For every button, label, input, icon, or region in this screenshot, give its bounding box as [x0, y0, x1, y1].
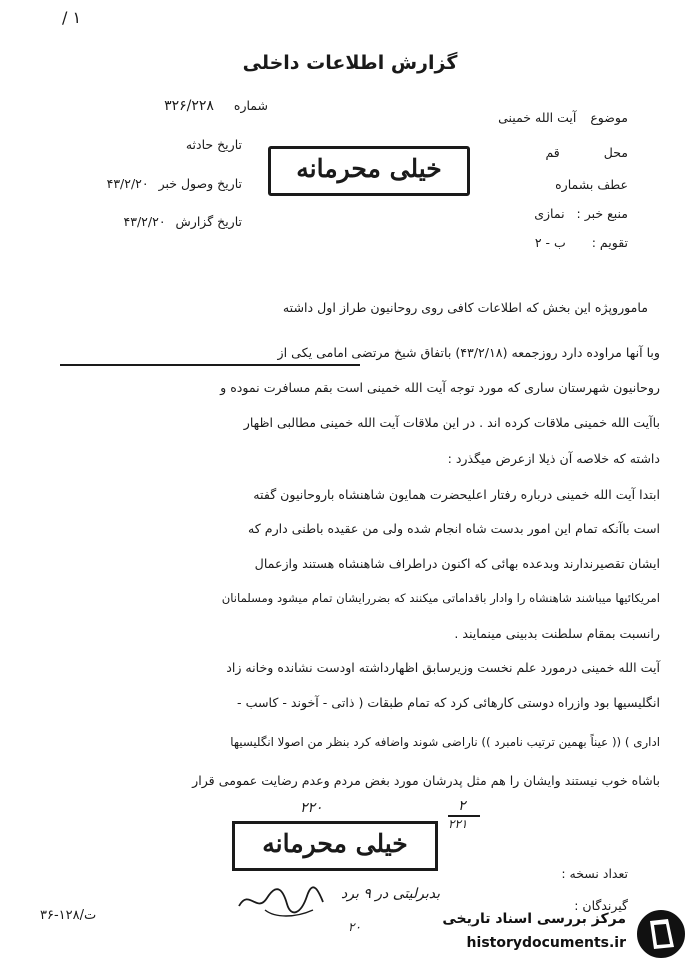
- location-value: قم: [545, 145, 560, 160]
- body-line: انگلیسیها بود وازراه دوستی کارهائی کرد که تمام طبقات ( ذاتی - آخوند - کاسب -: [237, 695, 660, 710]
- reference-field: [428, 177, 628, 192]
- top-classification-stamp: خیلی محرمانه: [268, 146, 470, 196]
- receipt-date-value: ۴۳/۲/۲۰: [106, 176, 149, 191]
- source-value: نمازی: [534, 206, 565, 221]
- location-label: محل: [603, 145, 628, 160]
- body-line: آیت الله خمینی درمورد علم نخست وزیرسابق اظهارداشته اودست نشانده وخانه زاد: [226, 660, 660, 675]
- incident-date-field: [88, 137, 242, 152]
- handwritten-fraction-top: ۲: [458, 798, 466, 814]
- reference-label: عطف بشماره: [555, 177, 628, 192]
- body-line: داشته که خلاصه آن ذیلا ازعرض میگذرد :: [447, 451, 660, 466]
- watermark-text-fa: مرکز بررسی اسناد تاریخی: [442, 911, 626, 927]
- bottom-classification-stamp: خیلی محرمانه: [232, 821, 438, 871]
- number-label: شماره: [233, 98, 268, 113]
- rating-label: تقویم :: [591, 235, 628, 250]
- body-line: ماموروپژه این بخش که اطلاعات کافی روی روحانیون طراز اول داشته: [282, 300, 648, 315]
- handwritten-number: ۲۲۰: [300, 800, 323, 816]
- report-date-value: ۴۳/۲/۲۰: [123, 214, 166, 229]
- copies-field: [468, 866, 628, 881]
- recipients-label: گیرندگان :: [574, 898, 628, 913]
- handwritten-note: بدبرلیتی در ۹ برد: [341, 886, 440, 902]
- body-line: روحانیون شهرستان ساری که مورد توجه آیت الله خمینی است بقم مسافرت نموده و: [220, 380, 660, 395]
- body-line: است باآنکه تمام این امور بدست شاه انجام شده ولی من عقیده باطنی دارم که: [248, 521, 660, 536]
- body-line: امریکائیها میباشند شاهنشاه را وادار باقداماتی میکنند که بضررایشان تمام میشود ومسلمانان: [221, 591, 660, 605]
- subject-label: موضوع: [590, 110, 628, 125]
- receipt-date-field: [66, 176, 242, 191]
- body-line: ابتدا آیت الله خمینی درباره رفتار اعلیحضرت همایون شاهنشاه باروحانیون گفته: [253, 487, 660, 502]
- archive-logo-icon: [634, 907, 688, 961]
- report-date-field: [70, 214, 242, 229]
- body-line: باآیت الله خمینی ملاقات کرده اند . در این ملاقات آیت الله خمینی مطالبی اظهار: [243, 415, 660, 430]
- underline-mark: [60, 364, 360, 366]
- body-line: رانسبت بمقام سلطنت بدبینی مینمایند .: [454, 626, 660, 641]
- body-line: باشاه خوب نیستند وایشان را هم مثل پدرشان مورد بغض مردم وعدم رضایت عمومی قرار: [192, 773, 660, 788]
- source-label: منبع خبر :: [576, 206, 628, 221]
- incident-date-label: تاریخ حادثه: [185, 137, 242, 152]
- signature-scribble: [235, 884, 327, 920]
- handwritten-fraction-bottom: ۲۲۱: [448, 817, 468, 831]
- receipt-date-label: تاریخ وصول خبر: [158, 176, 242, 191]
- rating-value: ب - ۲: [534, 235, 566, 250]
- source-field: [428, 206, 628, 221]
- document-title: گزارش اطلاعات داخلی: [242, 52, 458, 74]
- body-line: ایشان تقصیرندارند وبدعده بهائی که اکنون دراطراف شاهنشاه هستند وازعمال: [254, 556, 660, 571]
- copies-label: تعداد نسخه :: [561, 866, 628, 881]
- corner-page-mark: ۱ /: [62, 8, 82, 27]
- number-field: [88, 98, 268, 114]
- body-line: وبا آنها مراوده دارد روزجمعه (۴۳/۲/۱۸) باتفاق شیخ مرتضی امامی یکی از: [277, 345, 660, 360]
- rating-field: [428, 235, 628, 250]
- handwritten-sub-number: ۲۰: [348, 920, 361, 934]
- watermark-text-en: historydocuments.ir: [466, 935, 626, 951]
- report-date-label: تاریخ گزارش: [175, 214, 242, 229]
- number-value: ۳۲۶/۲۲۸: [164, 98, 214, 114]
- subject-value: آیت الله خمینی: [498, 110, 577, 125]
- location-field: [428, 145, 628, 160]
- subject-field: [428, 110, 628, 125]
- body-line: اداری ) (( عیناً بهمین ترتیب نامبرد )) ناراضی شوند واضافه کرد بنظر من اصولا انگلیسیها: [230, 735, 660, 749]
- archive-watermark: [412, 905, 692, 965]
- archive-code: ۳۶-۱۲۸/ت: [40, 908, 97, 923]
